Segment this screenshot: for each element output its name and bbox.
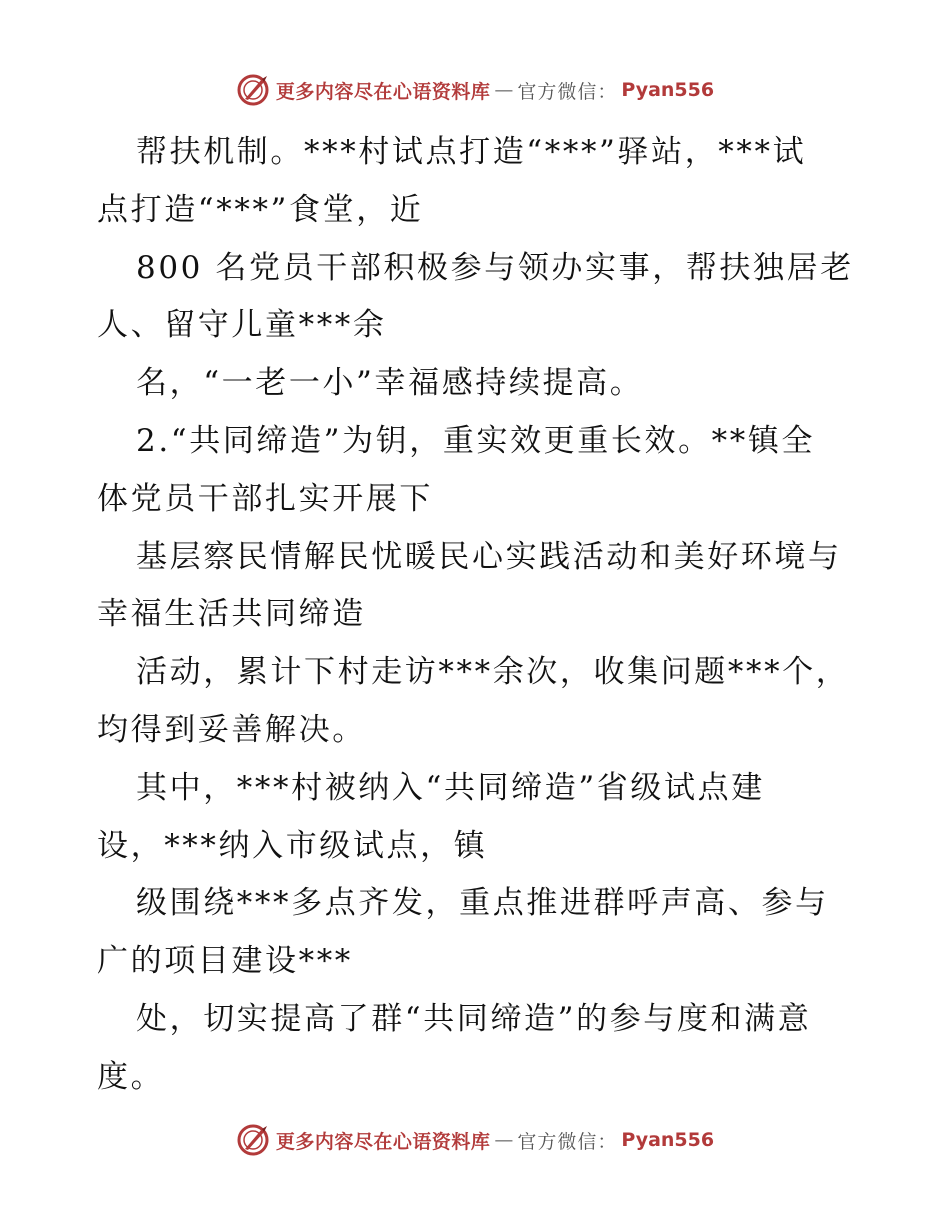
text-line: 体党员干部扎实开展下 <box>97 480 433 517</box>
text-line: 人、留守儿童***余 <box>97 307 387 344</box>
text-line: 活动，累计下村走访***余次，收集问题***个， <box>136 654 850 691</box>
text-line: 处，切实提高了群“共同缔造”的参与度和满意 <box>136 1000 812 1037</box>
banner-separator: — <box>494 1129 514 1151</box>
footer-banner <box>0 1122 950 1158</box>
banner-wechat-id: Pyan556 <box>621 1129 715 1151</box>
banner-separator: — <box>494 79 514 101</box>
text-line: 级围绕***多点齐发，重点推进群呼声高、参与 <box>136 885 829 922</box>
text-line: 800 名党员干部积极参与领办实事，帮扶独居老 <box>136 249 854 286</box>
text-line: 2.“共同缔造”为钥，重实效更重长效。**镇全 <box>136 422 816 459</box>
text-line: 设，***纳入市级试点，镇 <box>97 827 488 864</box>
banner-text: 更多内容尽在心语资料库 <box>275 1130 491 1153</box>
text-line: 其中，***村被纳入“共同缔造”省级试点建 <box>136 769 765 806</box>
text-line: 基层察民情解民忧暖民心实践活动和美好环境与 <box>136 538 842 575</box>
text-line: 均得到妥善解决。 <box>97 711 366 748</box>
text-line: 度。 <box>97 1058 165 1095</box>
text-line: 点打造“***”食堂，近 <box>97 191 424 228</box>
header-banner <box>0 72 950 108</box>
banner-wechat-id: Pyan556 <box>621 79 715 101</box>
text-line: 帮扶机制。***村试点打造“***”驿站，***试 <box>136 134 807 170</box>
text-line: 幸福生活共同缔造 <box>97 596 366 633</box>
banner-text: 更多内容尽在心语资料库 <box>275 80 491 103</box>
quill-logo-icon <box>236 1123 270 1157</box>
banner-wechat-label: 官方微信： <box>517 80 618 103</box>
text-line: 名，“一老一小”幸福感持续提高。 <box>136 365 644 402</box>
body-text <box>97 124 857 1107</box>
text-line: 广的项目建设*** <box>97 943 353 980</box>
banner-wechat-label: 官方微信： <box>517 1130 618 1153</box>
quill-logo-icon <box>236 73 270 107</box>
